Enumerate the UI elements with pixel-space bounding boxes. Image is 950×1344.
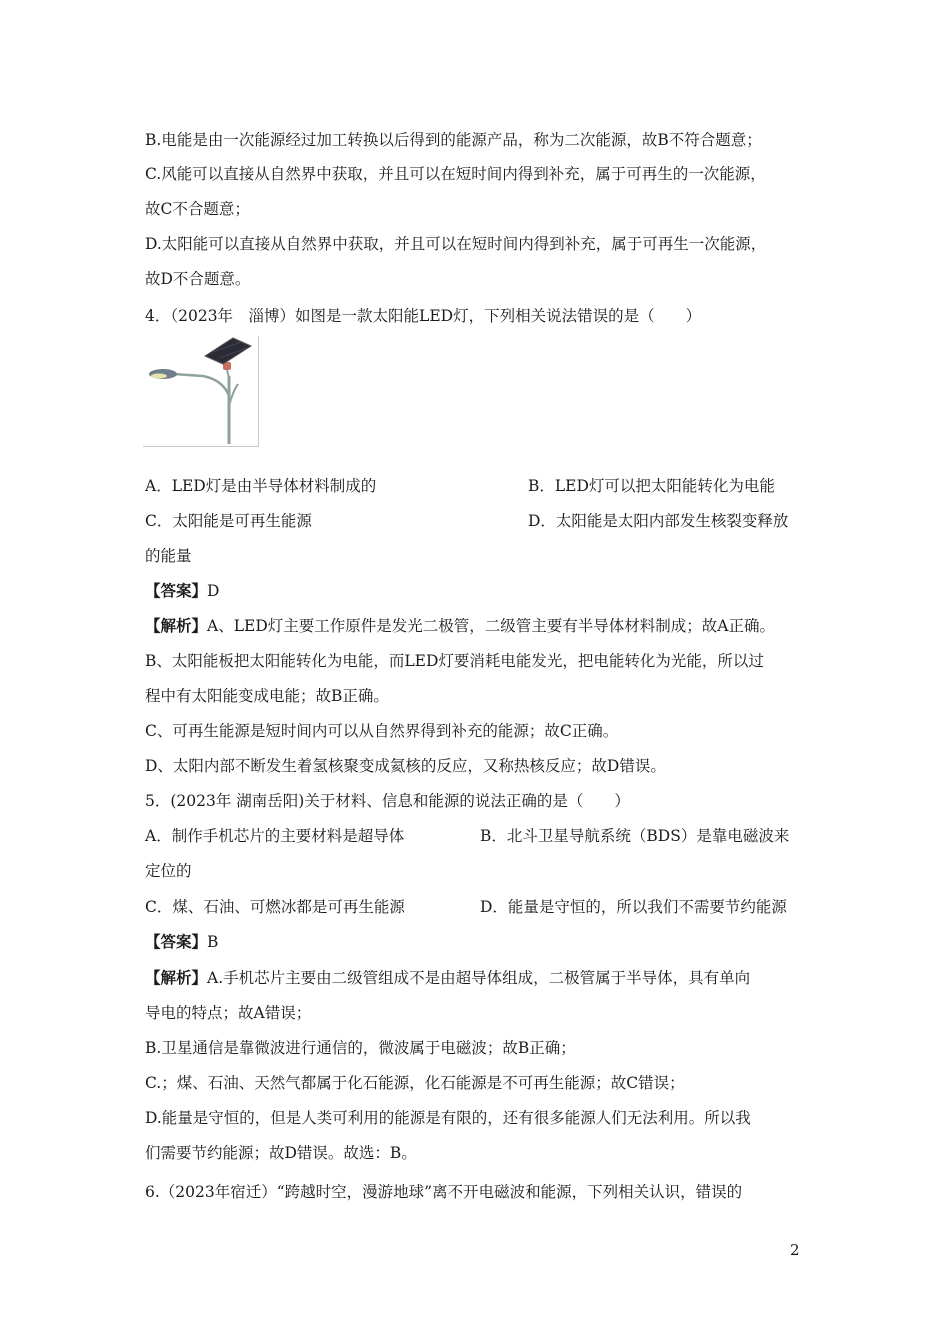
q3-explanation-c-line1: C.风能可以直接从自然界中获取，并且可以在短时间内得到补充，属于可再生的一次能源， [145,165,766,183]
q4-option-d: D．太阳能是太阳内部发生核裂变释放 [528,512,789,530]
q5-option-b-cont: 定位的 [145,862,192,880]
q4-stem: 4．（2023年 淄博）如图是一款太阳能LED灯，下列相关说法错误的是（ ） [145,307,702,325]
q3-explanation-d-line2: 故D不合题意。 [145,270,251,288]
q4-analysis-line5: D、太阳内部不断发生着氢核聚变成氦核的反应，又称热核反应；故D错误。 [145,757,666,775]
q5-analysis-line2: 导电的特点；故A错误； [145,1004,312,1022]
q5-option-c: C．煤、石油、可燃冰都是可再生能源 [145,898,405,916]
q4-analysis-line1 [145,616,775,636]
q5-analysis-line5: D.能量是守恒的，但是人类可利用的能源是有限的，还有很多能源人们无法利用。所以我 [145,1109,751,1127]
q3-explanation-c-line2: 故C不合题意； [145,200,250,218]
solar-streetlight-illustration [143,336,258,446]
q4-option-d-cont: 的能量 [145,547,192,565]
analysis-text: A、LED灯主要工作原件是发光二极管，二级管主要有半导体材料制成；故A正确。 [207,617,775,635]
q5-stem: 5．(2023年 湖南岳阳)关于材料、信息和能源的说法正确的是（ ） [145,792,630,810]
q5-option-d: D．能量是守恒的，所以我们不需要节约能源 [480,898,787,916]
q4-analysis-line4: C、可再生能源是短时间内可以从自然界得到补充的能源；故C正确。 [145,722,619,740]
q4-option-a: A．LED灯是由半导体材料制成的 [145,477,377,495]
q6-stem: 6.（2023年宿迁）“跨越时空，漫游地球”离不开电磁波和能源，下列相关认识，错误的 [145,1183,743,1201]
q4-option-b: B．LED灯可以把太阳能转化为电能 [528,477,775,495]
analysis-label: 【解析】 [145,616,208,635]
answer-label: 【答案】 [145,581,208,600]
q5-option-b: B．北斗卫星导航系统（BDS）是靠电磁波来 [480,827,790,845]
q5-analysis-line4: C.；煤、石油、天然气都属于化石能源，化石能源是不可再生能源；故C错误； [145,1074,685,1092]
q5-analysis-line3: B.卫星通信是靠微波进行通信的，微波属于电磁波；故B正确； [145,1039,576,1057]
q5-analysis-line1 [145,968,750,988]
q4-option-c: C．太阳能是可再生能源 [145,512,312,530]
analysis-label: 【解析】 [145,968,208,987]
answer-value: D [207,582,220,600]
q4-analysis-line2: B、太阳能板把太阳能转化为电能，而LED灯要消耗电能发光，把电能转化为光能，所以过 [145,652,764,670]
solar-led-streetlight-figure [143,336,259,447]
q3-explanation-b: B.电能是由一次能源经过加工转换以后得到的能源产品，称为二次能源，故B不符合题意； [145,131,762,149]
analysis-text: A.手机芯片主要由二级管组成不是由超导体组成，二极管属于半导体，具有单向 [207,969,751,987]
q4-analysis-line3: 程中有太阳能变成电能；故B正确。 [145,687,389,705]
answer-value: B [207,933,219,951]
answer-label: 【答案】 [145,932,208,951]
q3-explanation-d-line1: D.太阳能可以直接从自然界中获取，并且可以在短时间内得到补充，属于可再生一次能源， [145,235,767,253]
q5-option-a: A．制作手机芯片的主要材料是超导体 [145,827,405,845]
page-number: 2 [790,1241,800,1259]
q5-analysis-line6: 们需要节约能源；故D错误。故选：B。 [145,1144,417,1162]
q5-answer [145,932,218,952]
q4-answer [145,581,219,601]
